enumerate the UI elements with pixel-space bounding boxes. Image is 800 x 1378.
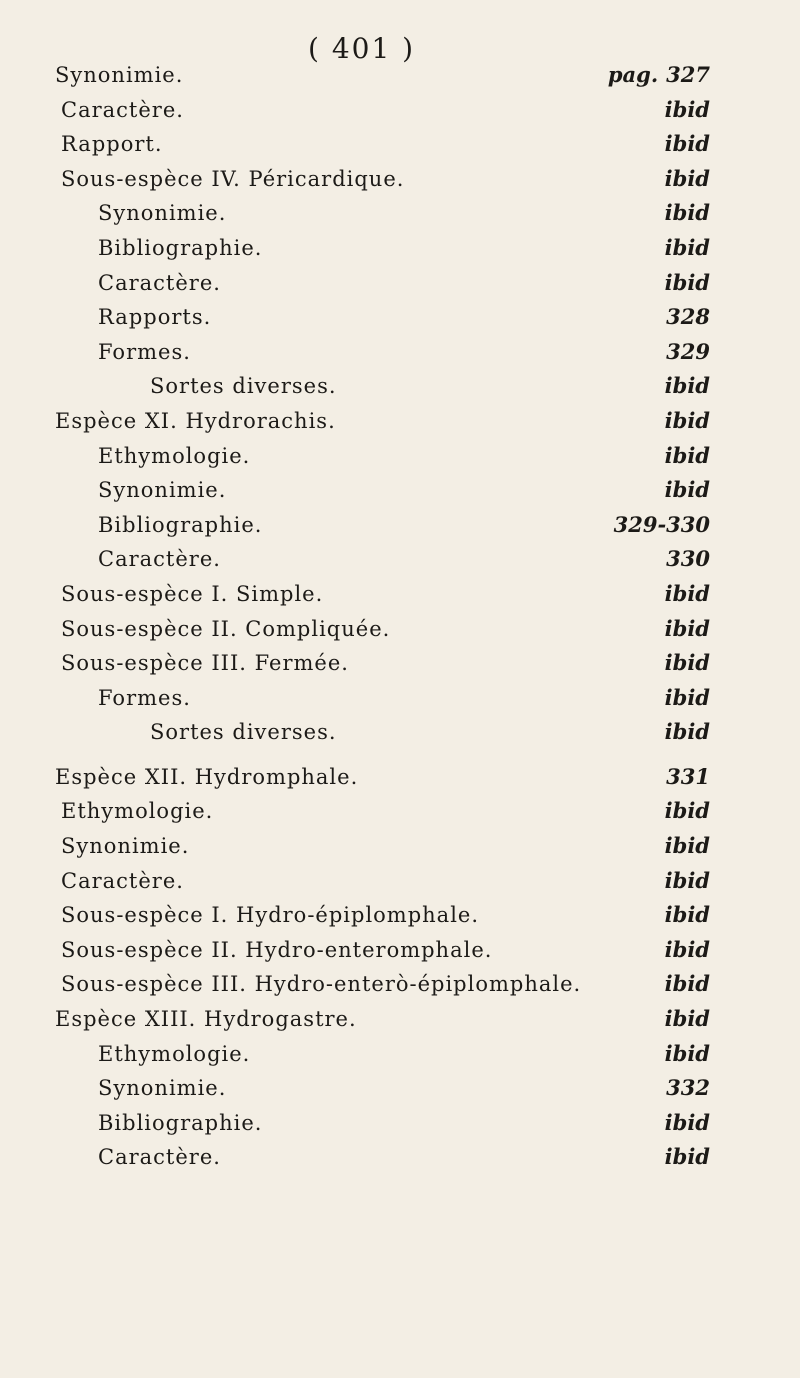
toc-entry-text: Sortes diverses. [150, 720, 337, 745]
toc-entry-text: Ethymologie. [98, 443, 251, 468]
page-ref-value: ibid [664, 867, 710, 893]
toc-entry-text: Caractère. [98, 270, 221, 295]
toc-row [0, 196, 800, 231]
toc-entry-text: Espèce XIII. Hydrogastre. [55, 1007, 357, 1032]
toc-row [0, 542, 800, 577]
toc-entry-text: Sous-espèce I. Hydro-épiplomphale. [61, 903, 480, 928]
page-ref-value: ibid [664, 650, 710, 676]
toc-row [0, 404, 800, 439]
page-ref-value: ibid [664, 580, 710, 606]
toc-entry-text: Caractère. [61, 97, 184, 122]
toc-page-ref [555, 127, 710, 162]
toc-entry-text: Sous-espèce III. Hydro-enterò-épiplomphale. [61, 972, 582, 997]
page-ref-value: 327 [666, 62, 710, 87]
toc-page-ref [555, 231, 710, 266]
page-ref-value: ibid [664, 269, 710, 295]
page-ref-value: ibid [664, 1040, 710, 1066]
toc-row [0, 473, 800, 508]
toc-row [0, 1002, 800, 1037]
toc-entry-text: Formes. [98, 685, 191, 710]
page-ref-value: 331 [666, 763, 710, 789]
page-ref-value: 329-330 [613, 511, 710, 537]
toc-entry-text: Synonimie. [98, 478, 227, 503]
toc-entry-text: Sous-espèce II. Hydro-enteromphale. [61, 937, 493, 962]
toc-entry-text: Sous-espèce IV. Péricardique. [61, 166, 405, 191]
toc-row [0, 1106, 800, 1141]
page-ref-value: ibid [664, 442, 710, 468]
toc-page-ref [555, 577, 710, 612]
table-of-contents [0, 58, 800, 1175]
toc-row [0, 577, 800, 612]
page-ref-value: 328 [666, 304, 710, 330]
toc-page-ref [555, 646, 710, 681]
page-ref-value: ibid [664, 615, 710, 641]
toc-page-ref [555, 58, 710, 93]
toc-page-ref [555, 300, 710, 335]
toc-entry-text: Rapports. [98, 305, 212, 330]
toc-page-ref [555, 508, 710, 543]
toc-page-ref [555, 335, 710, 370]
toc-entry-text: Sous-espèce III. Fermée. [61, 651, 349, 676]
toc-entry-text: Formes. [98, 339, 191, 364]
page-ref-value: ibid [664, 96, 710, 122]
toc-entry-text: Caractère. [61, 868, 184, 893]
toc-row [0, 1140, 800, 1175]
toc-page-ref [555, 196, 710, 231]
toc-page-ref [555, 794, 710, 829]
page-ref-value: 332 [666, 1075, 710, 1101]
toc-row [0, 508, 800, 543]
toc-row [0, 335, 800, 370]
toc-page-ref [555, 864, 710, 899]
page-ref-value: ibid [664, 234, 710, 260]
toc-row [0, 898, 800, 933]
toc-row [0, 794, 800, 829]
toc-row [0, 612, 800, 647]
toc-row [0, 439, 800, 474]
page-ref-value: ibid [664, 131, 710, 157]
toc-row [0, 162, 800, 197]
toc-entry-text: Bibliographie. [98, 512, 263, 537]
toc-row [0, 127, 800, 162]
toc-entry-text: Caractère. [98, 547, 221, 572]
toc-row [0, 231, 800, 266]
toc-row [0, 715, 800, 750]
toc-page-ref [555, 473, 710, 508]
toc-entry-text: Rapport. [61, 132, 163, 157]
toc-page-ref [555, 898, 710, 933]
toc-row [0, 864, 800, 899]
page-ref-value: ibid [664, 971, 710, 997]
toc-row [0, 933, 800, 968]
page-ref-value: ibid [664, 1109, 710, 1135]
toc-row [0, 300, 800, 335]
toc-row [0, 967, 800, 1002]
toc-page-ref [555, 612, 710, 647]
toc-page-ref [555, 933, 710, 968]
toc-row [0, 1037, 800, 1072]
page-ref-value: ibid [664, 902, 710, 928]
toc-page-ref [555, 266, 710, 301]
toc-row [0, 58, 800, 93]
toc-entry-text: Espèce XI. Hydrorachis. [55, 408, 336, 433]
page-number: ( 401 ) [308, 32, 416, 65]
toc-page-ref [555, 715, 710, 750]
toc-entry-text: Sous-espèce I. Simple. [61, 581, 324, 606]
page-ref-value: ibid [664, 798, 710, 824]
toc-row [0, 369, 800, 404]
toc-row [0, 760, 800, 795]
toc-entry-text: Espèce XII. Hydromphale. [55, 764, 359, 789]
toc-page-ref [555, 1037, 710, 1072]
page-ref-value: ibid [664, 165, 710, 191]
toc-row [0, 93, 800, 128]
page-ref-value: ibid [664, 719, 710, 745]
toc-row [0, 681, 800, 716]
toc-page-ref [555, 681, 710, 716]
toc-entry-text: Synonimie. [98, 201, 227, 226]
page-ref-value: ibid [664, 373, 710, 399]
page-ref-value: ibid [664, 684, 710, 710]
page-ref-value: ibid [664, 200, 710, 226]
toc-page-ref [555, 967, 710, 1002]
toc-page-ref [555, 439, 710, 474]
toc-page-ref [555, 760, 710, 795]
toc-entry-text: Sous-espèce II. Compliquée. [61, 616, 391, 641]
toc-row [0, 829, 800, 864]
page-ref-value: ibid [664, 936, 710, 962]
toc-page-ref [555, 1071, 710, 1106]
toc-entry-text: Synonimie. [55, 63, 184, 87]
toc-page-ref [555, 829, 710, 864]
toc-page-ref [555, 93, 710, 128]
toc-entry-text: Synonimie. [61, 834, 190, 859]
toc-page-ref [555, 404, 710, 439]
page-ref-value: ibid [664, 1006, 710, 1032]
toc-page-ref [555, 162, 710, 197]
toc-page-ref [555, 1140, 710, 1175]
toc-row [0, 266, 800, 301]
page-ref-value: 329 [666, 338, 710, 364]
page-ref-value: ibid [664, 477, 710, 503]
toc-entry-text: Caractère. [98, 1145, 221, 1170]
toc-entry-text: Bibliographie. [98, 235, 263, 260]
toc-page-ref [555, 542, 710, 577]
pag-label: pag. [607, 62, 659, 87]
toc-page-ref [555, 1002, 710, 1037]
toc-row [0, 646, 800, 681]
toc-entry-text: Synonimie. [98, 1076, 227, 1101]
toc-row [0, 1071, 800, 1106]
toc-page-ref [555, 1106, 710, 1141]
page-ref-value: ibid [664, 833, 710, 859]
toc-entry-text: Bibliographie. [98, 1110, 263, 1135]
toc-entry-text: Ethymologie. [98, 1041, 251, 1066]
toc-page-ref [555, 369, 710, 404]
page-ref-value: ibid [664, 1144, 710, 1170]
page-ref-value: 330 [666, 546, 710, 572]
toc-entry-text: Ethymologie. [61, 799, 214, 824]
page-ref-value: ibid [664, 407, 710, 433]
toc-entry-text: Sortes diverses. [150, 374, 337, 399]
